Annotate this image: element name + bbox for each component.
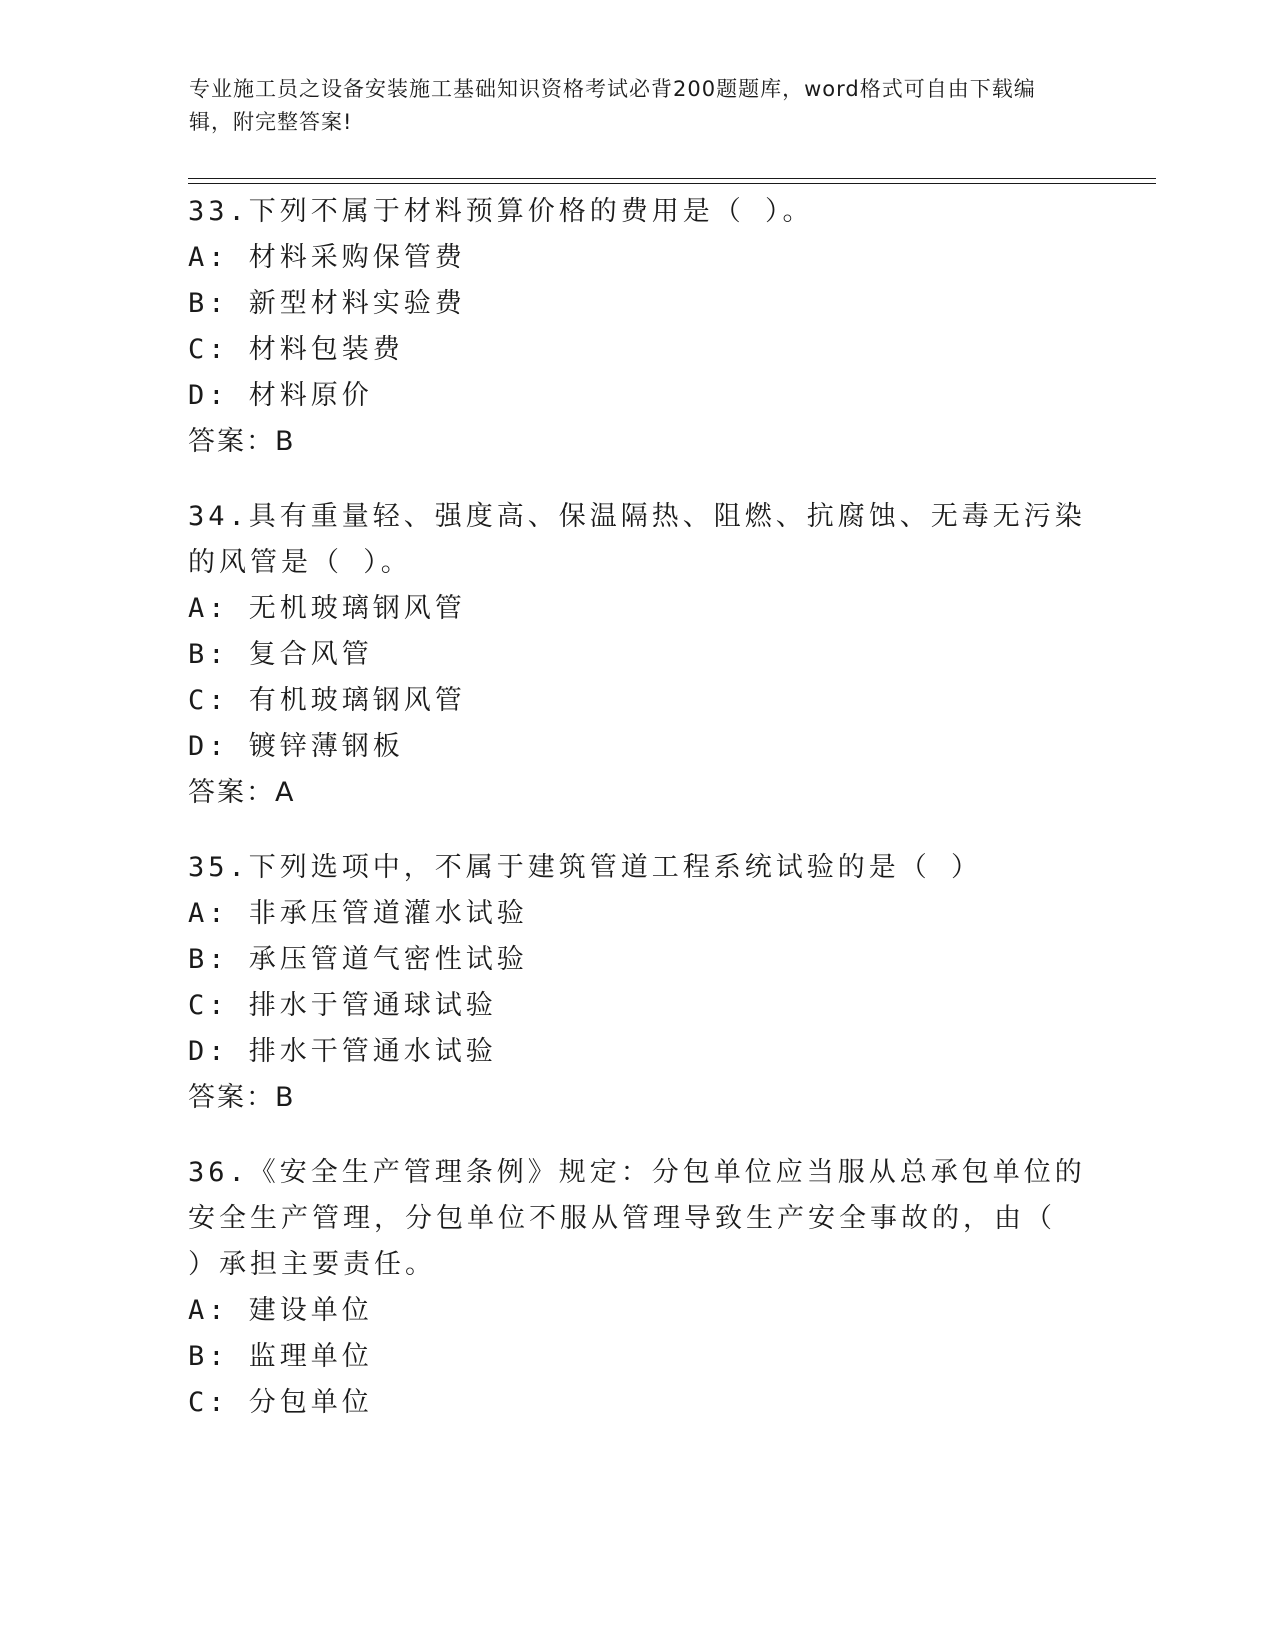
option-b: B: 新型材料实验费: [188, 288, 466, 319]
option-d: D: 镀锌薄钢板: [188, 731, 404, 762]
option-a: A: 无机玻璃钢风管: [188, 593, 466, 624]
option-a: A: 建设单位: [188, 1295, 373, 1326]
question-36: [188, 1150, 1088, 1426]
option-c: C: 分包单位: [188, 1387, 373, 1418]
option-a: A: 非承压管道灌水试验: [188, 898, 528, 929]
header-divider-bottom: [188, 183, 1156, 184]
option-c: C: 材料包装费: [188, 334, 404, 365]
question-35: [188, 845, 1088, 1121]
question-33: [188, 189, 1088, 465]
option-b: B: 复合风管: [188, 639, 373, 670]
option-d: D: 排水干管通水试验: [188, 1036, 497, 1067]
answer: 答案：B: [188, 1082, 296, 1113]
document-header: [189, 73, 1069, 139]
option-b: B: 监理单位: [188, 1341, 373, 1372]
answer: 答案：A: [188, 777, 296, 808]
option-c: C: 有机玻璃钢风管: [188, 685, 466, 716]
answer: 答案：B: [188, 426, 296, 457]
option-a: A: 材料采购保管费: [188, 242, 466, 273]
question-stem: 34.具有重量轻、强度高、保温隔热、阻燃、抗腐蚀、无毒无污染的风管是（ ）。: [188, 501, 1086, 578]
question-list: [188, 189, 1088, 1455]
question-stem: 33.下列不属于材料预算价格的费用是（ ）。: [188, 196, 814, 227]
question-34: [188, 494, 1088, 816]
question-stem: 35.下列选项中，不属于建筑管道工程系统试验的是（ ）: [188, 852, 983, 883]
question-stem: 36.《安全生产管理条例》规定：分包单位应当服从总承包单位的安全生产管理，分包单位不服从管理导致生产安全事故的，由（ ）承担主要责任。: [188, 1157, 1086, 1280]
option-d: D: 材料原价: [188, 380, 373, 411]
document-title: 专业施工员之设备安装施工基础知识资格考试必背200题题库，word格式可自由下载编辑，附完整答案!: [189, 77, 1036, 134]
option-c: C: 排水于管通球试验: [188, 990, 497, 1021]
option-b: B: 承压管道气密性试验: [188, 944, 528, 975]
header-divider-top: [188, 178, 1156, 179]
